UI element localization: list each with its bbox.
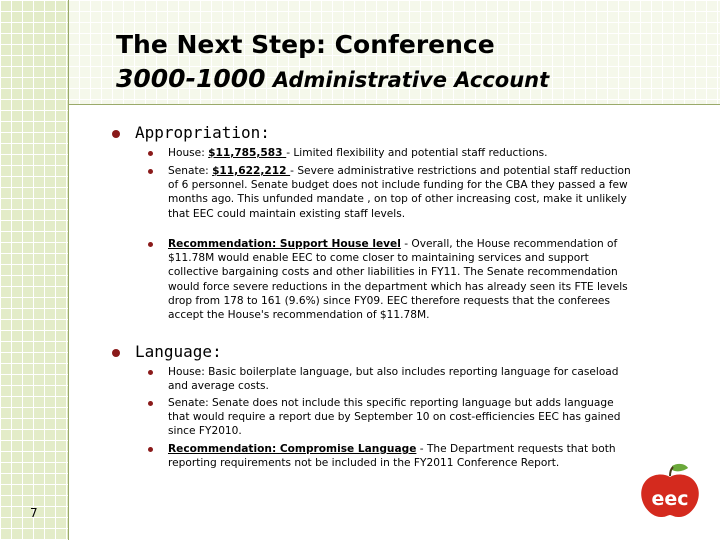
senate-amount: $11,622,212 bbox=[212, 165, 291, 177]
account-name: Administrative Account bbox=[265, 68, 550, 92]
bullet-icon bbox=[148, 447, 153, 452]
vertical-divider bbox=[68, 0, 69, 540]
senate-label: Senate: bbox=[168, 165, 213, 177]
language-heading: Language: bbox=[135, 342, 222, 361]
house-amount: $11,785,583 bbox=[208, 147, 287, 159]
logo-leaf bbox=[672, 464, 688, 471]
appropriation-heading: Appropriation: bbox=[135, 123, 270, 142]
senate-text: - Severe administrative restrictions and potential staff reduction of 6 personnel. Senate budget does not include funding for the CBA they passed a few months ago. This unfunded mandate , on top of other increasing cost, make it unlikely that EEC could maintain existing staff levels. bbox=[168, 165, 631, 220]
appropriation-senate-item bbox=[168, 164, 636, 221]
language-house-item: House: Basic boilerplate language, but also includes reporting language for caseload and average costs. bbox=[168, 366, 619, 393]
bullet-icon bbox=[148, 370, 153, 375]
bullet-icon bbox=[112, 130, 120, 138]
slide-title: The Next Step: Conference bbox=[116, 30, 495, 59]
language-recommendation-item bbox=[168, 442, 636, 470]
language-recommendation-label: Recommendation: Compromise Language bbox=[168, 443, 417, 455]
logo-stem bbox=[670, 467, 673, 476]
eec-apple-logo bbox=[632, 462, 710, 520]
bullet-icon bbox=[148, 151, 153, 156]
house-text: - Limited flexibility and potential staff reductions. bbox=[286, 147, 548, 159]
account-number: 3000-1000 bbox=[116, 64, 266, 93]
recommendation-label: Recommendation: Support House level bbox=[168, 238, 401, 250]
bullet-icon bbox=[148, 242, 153, 247]
slide-subtitle bbox=[116, 64, 549, 93]
recommendation-text: - Overall, the House recommendation of $11.78M would enable EEC to come closer to maintaining services and support collective bargaining costs and other liabilities in FY11. The Senate recommendation would force severe reductions in the department which has already seen its FTE levels drop from 178 to 161 (9.6%) since FY09. EEC therefore requests that the conferees accept the House's recommendation of $11.78M. bbox=[168, 238, 628, 322]
logo-text: eec bbox=[651, 488, 689, 510]
bullet-icon bbox=[112, 349, 120, 357]
page-number: 7 bbox=[30, 506, 38, 520]
bullet-icon bbox=[148, 401, 153, 406]
bullet-icon bbox=[148, 169, 153, 174]
house-label: House: bbox=[168, 147, 209, 159]
title-underline bbox=[68, 104, 720, 105]
appropriation-house-item bbox=[168, 146, 636, 160]
language-senate-item: Senate: Senate does not include this specific reporting language but adds language that would require a report due by September 10 on cost-efficiencies EEC has gained since FY2010. bbox=[168, 397, 621, 438]
decorative-grid-panel bbox=[0, 0, 68, 540]
appropriation-recommendation-item bbox=[168, 237, 636, 322]
language-recommendation-text: - The Department requests that both reporting requirements not be included in the FY2011 Conference Report. bbox=[168, 443, 616, 470]
